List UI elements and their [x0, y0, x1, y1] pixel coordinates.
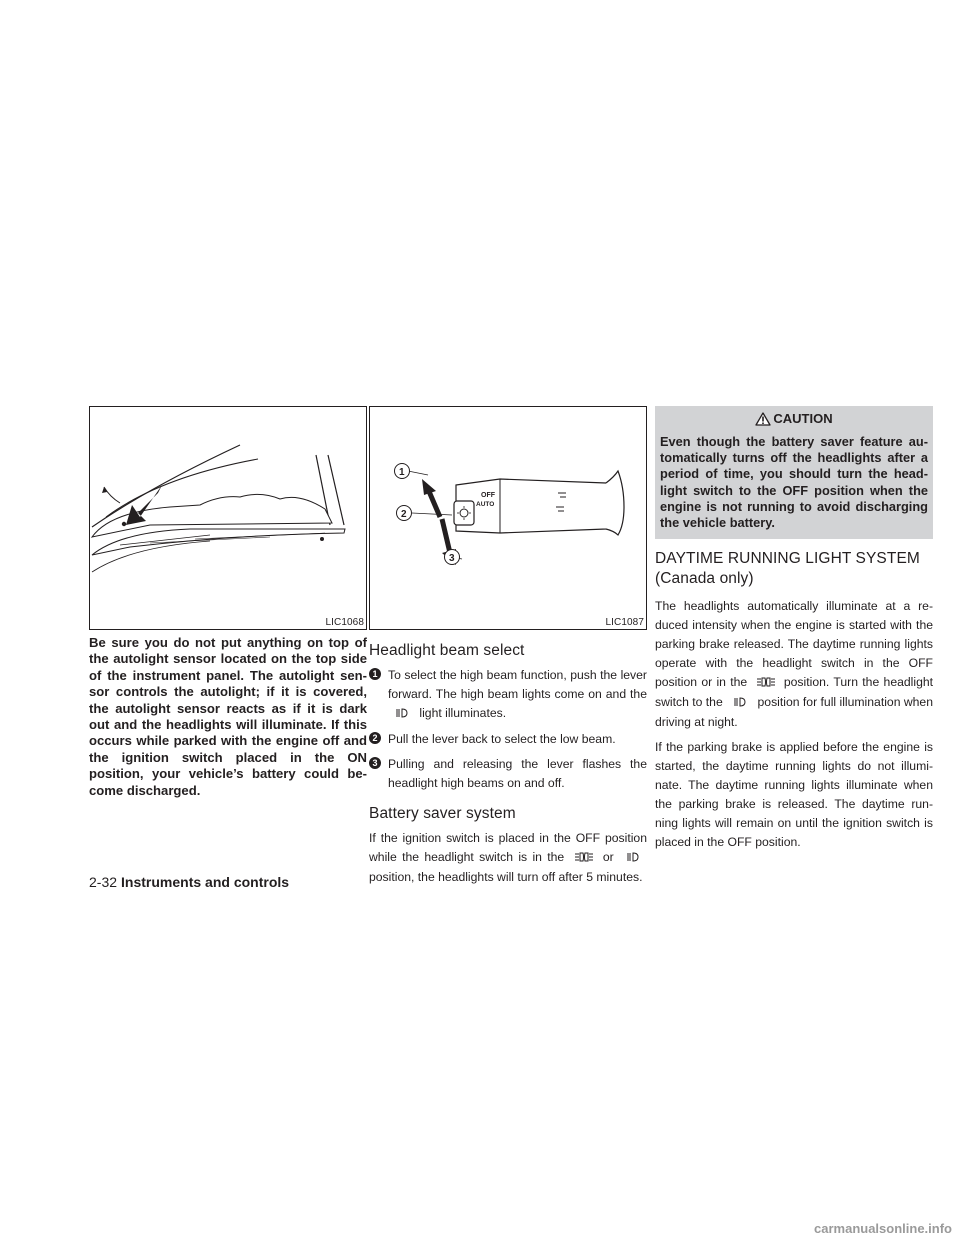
headlight-lever-illustration [370, 407, 646, 629]
caution-triangle-icon [755, 412, 771, 429]
callout-2: 2 [401, 509, 407, 520]
lever-label-off: OFF [481, 492, 495, 499]
callout-1: 1 [399, 467, 405, 478]
caution-title: CAUTION [660, 411, 928, 429]
headlight-icon [388, 705, 416, 724]
step-3: 3 Pulling and releasing the lever flashes the headlight high beams on and off. [369, 755, 647, 793]
section-title: Instruments and controls [121, 874, 290, 890]
column-2 [369, 406, 647, 893]
caution-box [655, 406, 933, 539]
battery-saver-text: If the ignition switch is placed in the OFF position while the headlight switch is in the or position, the headlights will turn off after 5 minutes. [369, 831, 647, 884]
step-number: 3 [369, 757, 381, 769]
caution-text: Even though the battery saver feature au- tomatically turns off the headlights after a period of time, you should turn the head- light switch to the OFF position when the engine is not running to avoid discharging the vehicle battery. [660, 434, 928, 531]
drl-paragraph-2: If the parking brake is applied before the engine is started, the daytime running lights do not illumi- nate. The daytime running lights illuminate when the parking brake is released. The daytime run- ning lights will remain on until the ignition switch is placed in the OFF position. [655, 740, 933, 850]
headlight-lever-figure [369, 406, 647, 630]
step-number: 1 [369, 668, 381, 680]
step-1: 1 To select the high beam function, push the lever forward. The high beam lights come on and the light illuminates. [369, 666, 647, 724]
step-number: 2 [369, 732, 381, 744]
column-3 [655, 406, 933, 858]
autolight-warning-text: Be sure you do not put anything on top of the autolight sensor located on the top side of the instrument panel. The autolight sen- sor controls the autolight; if it is covered, the autolight sensor reacts as if it is dark out and the headlights will illuminate. If this occurs while parked with the engine off and the ignition switch placed in the ON position, your vehicle’s battery could be- come discharged. [89, 635, 367, 798]
parking-light-icon [570, 849, 598, 868]
autolight-sensor-figure [89, 406, 367, 630]
drl-paragraph-1: The headlights automatically illuminate at a re- duced intensity when the engine is started with the parking brake released. The daytime running lights operate with the headlight switch in the OFF position or in the position. Turn the headlight switch to the position for full illumination when driving at night. [655, 599, 934, 730]
battery-saver-heading: Battery saver system [369, 805, 516, 822]
headlight-icon [726, 694, 754, 713]
figure-code: LIC1068 [325, 617, 364, 628]
page-footer [89, 874, 289, 890]
page-number: 2-32 [89, 874, 118, 890]
watermark: carmanualsonline.info [814, 1221, 952, 1236]
step-2: 2 Pull the lever back to select the low beam. [369, 730, 647, 749]
column-1 [89, 406, 367, 799]
lever-label-auto: AUTO [476, 501, 495, 508]
beam-select-heading: Headlight beam select [369, 642, 525, 659]
callout-3: 3 [449, 553, 455, 564]
dashboard-illustration [90, 407, 366, 629]
figure-code: LIC1087 [605, 617, 644, 628]
drl-heading: DAYTIME RUNNING LIGHT SYSTEM (Canada only) [655, 550, 920, 588]
parking-light-icon [752, 674, 780, 693]
headlight-icon [619, 849, 647, 868]
